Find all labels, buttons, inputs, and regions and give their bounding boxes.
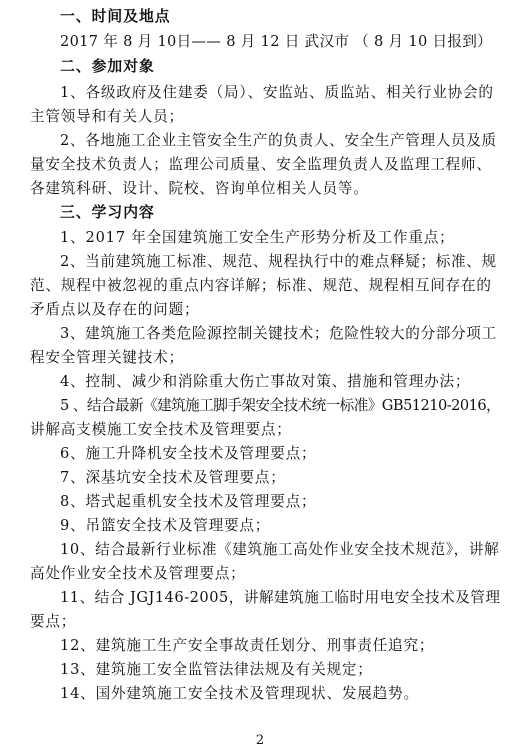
section-heading-study-content: 三、学习内容 <box>60 204 155 221</box>
section-heading-participants: 二、参加对象 <box>60 58 155 75</box>
section-heading-time-location: 一、时间及地点 <box>60 8 171 25</box>
page-number: 2 <box>255 733 265 748</box>
content-line-4: 矛盾点以及存在的问题； <box>30 301 200 318</box>
participants-line-3: 2、各地施工企业主管安全生产的负责人、安全生产管理人员及质 <box>60 132 497 149</box>
participants-line-4: 量安全技术负责人；监理公司质量、安全监理负责人及监理工程师、 <box>30 156 492 173</box>
content-line-9: 讲解高支模施工安全技术及管理要点； <box>30 421 292 438</box>
content-line-20: 14、国外建筑施工安全技术及管理现状、发展趋势。 <box>60 685 419 702</box>
content-line-18: 12、建筑施工生产安全事故责任划分、刑事责任追究； <box>60 637 435 654</box>
participants-line-5: 各建筑科研、设计、院校、咨询单位相关人员等。 <box>30 180 369 197</box>
content-line-5: 3、建筑施工各类危险源控制关键技术；危险性较大的分部分项工 <box>60 325 497 342</box>
content-line-11: 7、深基坑安全技术及管理要点； <box>60 469 286 486</box>
content-line-12: 8、塔式起重机安全技术及管理要点； <box>60 493 317 510</box>
participants-line-2: 主管领导和有关人员； <box>30 108 184 125</box>
content-line-1: 1、2017 年全国建筑施工安全生产形势分析及工作重点； <box>60 229 455 246</box>
time-location-text: 2017 年 8 月 10日—— 8 月 12 日 武汉市 （ 8 月 10 日报到） <box>60 33 493 50</box>
content-line-13: 9、吊篮安全技术及管理要点； <box>60 517 271 534</box>
content-line-6: 程安全管理关键技术； <box>30 349 184 366</box>
content-line-16: 11、结合 JGJ146-2005，讲解建筑施工临时用电安全技术及管理 <box>60 589 501 606</box>
content-line-10: 6、施工升降机安全技术及管理要点； <box>60 445 317 462</box>
content-line-15: 高处作业安全技术及管理要点； <box>30 565 246 582</box>
participants-line-1: 1、各级政府及住建委（局）、安监站、质监站、相关行业协会的 <box>60 84 494 101</box>
content-line-8: 5 、结合最新《建筑施工脚手架安全技术统一标准》GB51210-2016， <box>60 397 501 414</box>
content-line-3: 范、规程中被忽视的重点内容详解；标准、规范、规程相互间存在的 <box>30 277 492 294</box>
content-line-17: 要点； <box>30 613 77 630</box>
content-line-14: 10、结合最新行业标准《建筑施工高处作业安全技术规范》，讲解 <box>60 541 500 558</box>
content-line-7: 4、控制、减少和消除重大伤亡事故对策、措施和管理办法； <box>60 373 471 390</box>
content-line-2: 2、当前建筑施工标准、规范、规程执行中的难点释疑；标准、规 <box>60 253 497 270</box>
content-line-19: 13、建筑施工安全监管法律法规及有关规定； <box>60 661 373 678</box>
